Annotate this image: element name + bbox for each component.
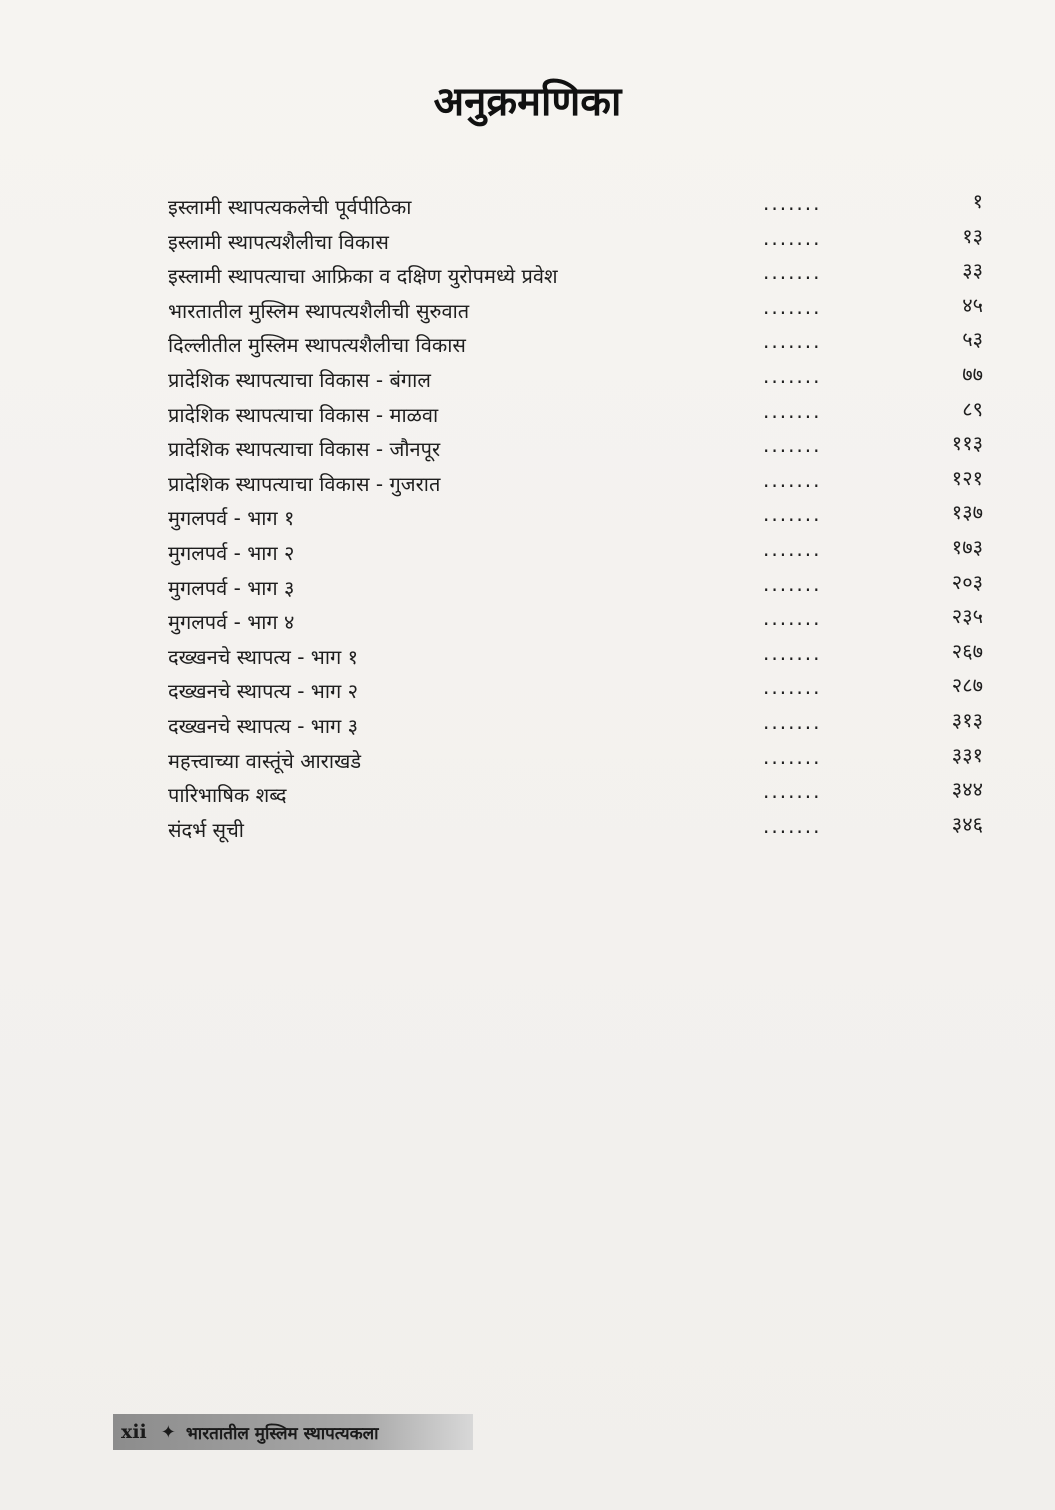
toc-entry-leader: ....... (763, 675, 822, 700)
toc-entry-page: ३३ (962, 258, 983, 283)
toc-entry (168, 432, 993, 467)
toc-entry-leader: ....... (763, 813, 822, 838)
toc-entry-page: १७३ (951, 534, 983, 559)
toc-entry-title: इस्लामी स्थापत्यशैलीचा विकास (168, 229, 389, 254)
toc-entry-page: २८७ (951, 673, 983, 698)
toc-entry-title: इस्लामी स्थापत्याचा आफ्रिका व दक्षिण युरोपमध्ये प्रवेश (168, 264, 558, 289)
toc-entry-page: ३४६ (951, 811, 983, 836)
toc-entry-leader: ....... (763, 467, 822, 492)
toc-entry (168, 778, 993, 813)
toc-entry-leader: ....... (763, 363, 822, 388)
toc-entry (168, 259, 993, 294)
table-of-contents (168, 190, 993, 847)
toc-entry (168, 501, 993, 536)
toc-entry-title: संदर्भ सूची (168, 817, 244, 842)
toc-entry-leader: ....... (763, 502, 822, 527)
toc-entry (168, 467, 993, 502)
toc-entry-page: १३ (962, 223, 983, 248)
toc-entry-title: मुगलपर्व - भाग ४ (168, 610, 295, 635)
toc-entry (168, 813, 993, 848)
toc-entry-title: प्रादेशिक स्थापत्याचा विकास - गुजरात (168, 471, 441, 496)
toc-entry (168, 709, 993, 744)
toc-entry-leader: ....... (763, 709, 822, 734)
toc-entry-page: १२१ (951, 465, 983, 490)
toc-entry (168, 398, 993, 433)
toc-entry-title: प्रादेशिक स्थापत्याचा विकास - जौनपूर (168, 437, 441, 462)
toc-entry-page: २३५ (951, 604, 983, 629)
toc-entry-page: १३७ (951, 500, 983, 525)
toc-entry-title: दख्खनचे स्थापत्य - भाग ३ (168, 713, 359, 738)
toc-entry-title: दख्खनचे स्थापत्य - भाग १ (168, 644, 359, 669)
footer-page-number: xii (121, 1421, 147, 1443)
toc-entry-page: ३३१ (951, 742, 983, 767)
toc-entry-title: मुगलपर्व - भाग १ (168, 506, 295, 531)
toc-entry (168, 571, 993, 606)
toc-entry-page: २६७ (951, 638, 983, 663)
toc-entry (168, 363, 993, 398)
toc-entry-leader: ....... (763, 294, 822, 319)
toc-entry-page: ३१३ (951, 707, 983, 732)
toc-entry (168, 536, 993, 571)
toc-entry (168, 744, 993, 779)
toc-entry-title: महत्त्वाच्या वास्तूंचे आराखडे (168, 748, 362, 773)
toc-entry-page: ४५ (962, 292, 983, 317)
toc-entry-leader: ....... (763, 398, 822, 423)
toc-entry-page: ११३ (951, 431, 983, 456)
toc-entry-page: ५३ (962, 327, 983, 352)
toc-entry-title: इस्लामी स्थापत्यकलेची पूर्वपीठिका (168, 195, 412, 219)
toc-entry-title: भारतातील मुस्लिम स्थापत्यशैलीची सुरुवात (168, 298, 470, 323)
toc-entry (168, 328, 993, 363)
page-footer (113, 1414, 473, 1450)
toc-entry-title: मुगलपर्व - भाग ३ (168, 575, 295, 600)
toc-entry-leader: ....... (763, 606, 822, 631)
toc-entry (168, 190, 993, 225)
toc-entry-page: ३४४ (951, 777, 983, 802)
toc-entry-leader: ....... (763, 225, 822, 250)
toc-entry-title: दख्खनचे स्थापत्य - भाग २ (168, 679, 359, 704)
toc-entry-leader: ....... (763, 191, 822, 215)
toc-entry-leader: ....... (763, 433, 822, 458)
toc-entry-page: ८९ (962, 396, 983, 421)
footer-book-title: भारतातील मुस्लिम स्थापत्यकला (185, 1423, 379, 1444)
toc-entry (168, 605, 993, 640)
toc-entry-title: प्रादेशिक स्थापत्याचा विकास - माळवा (168, 402, 439, 427)
toc-entry-title: प्रादेशिक स्थापत्याचा विकास - बंगाल (168, 367, 431, 392)
toc-entry-leader: ....... (763, 536, 822, 561)
toc-entry-leader: ....... (763, 744, 822, 769)
toc-entry (168, 640, 993, 675)
toc-entry (168, 225, 993, 260)
footer-separator-icon: ✦ (160, 1421, 176, 1443)
toc-entry-page: २०३ (951, 569, 983, 594)
toc-entry-title: दिल्लीतील मुस्लिम स्थापत्यशैलीचा विकास (168, 333, 466, 358)
toc-entry-page: ७७ (962, 361, 983, 386)
toc-entry-leader: ....... (763, 571, 822, 596)
toc-entry-page: १ (972, 189, 983, 213)
toc-entry-title: पारिभाषिक शब्द (168, 783, 287, 808)
toc-entry-leader: ....... (763, 260, 822, 285)
toc-entry-leader: ....... (763, 329, 822, 354)
toc-entry (168, 674, 993, 709)
toc-entry-leader: ....... (763, 779, 822, 804)
toc-entry-leader: ....... (763, 640, 822, 665)
toc-entry (168, 294, 993, 329)
toc-entry-title: मुगलपर्व - भाग २ (168, 540, 295, 565)
page-title: अनुक्रमणिका (433, 79, 622, 125)
